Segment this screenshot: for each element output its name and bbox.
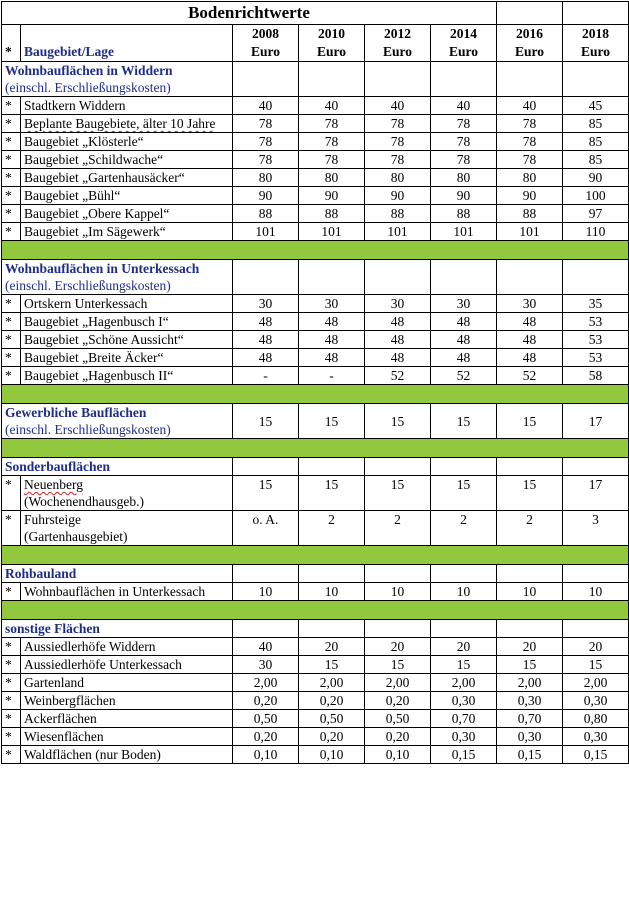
star-cell: * [2,638,21,656]
value-cell: 2,00 [431,674,497,692]
header-row [2,25,629,62]
value-cell: 40 [365,97,431,115]
table-row [2,169,629,187]
value-cell: 88 [497,205,563,223]
value-cell: 30 [365,295,431,313]
header-year-2008: 2008 Euro [233,25,299,62]
value-cell: 0,20 [299,692,365,710]
row-name: Baugebiet „Hagenbusch I“ [21,313,233,331]
value-cell: 2,00 [365,674,431,692]
value-cell: 20 [299,638,365,656]
section-header-unterkessach [2,260,629,295]
table-cell [233,62,299,97]
value-cell: 90 [497,187,563,205]
value-cell: 48 [299,313,365,331]
table-cell [431,620,497,638]
table-cell [431,458,497,476]
value-cell: 10 [299,583,365,601]
value-cell: 20 [431,638,497,656]
value-cell: 0,70 [497,710,563,728]
table-cell [365,458,431,476]
table-cell [299,62,365,97]
section-title-cell: Wohnbauflächen in Widdern (einschl. Erschließungskosten) [2,62,233,97]
value-cell: 0,20 [233,728,299,746]
value-cell: o. A. [233,511,299,546]
row-name: Baugebiet „Hagenbusch II“ [21,367,233,385]
star-cell: * [2,151,21,169]
value-cell: 10 [233,583,299,601]
value-cell: 17 [563,476,629,511]
separator-row [2,241,629,260]
separator-row [2,546,629,565]
section-title-cell: Wohnbauflächen in Unterkessach (einschl. Erschließungskosten) [2,260,233,295]
value-cell: 15 [497,476,563,511]
value-cell: 40 [233,638,299,656]
value-cell: 48 [431,349,497,367]
value-cell: 88 [365,205,431,223]
star-cell: * [2,169,21,187]
value-cell: 35 [563,295,629,313]
value-cell: 0,50 [299,710,365,728]
star-cell: * [2,692,21,710]
value-cell: 40 [497,97,563,115]
row-name: Aussiedlerhöfe Widdern [21,638,233,656]
value-cell: 101 [233,223,299,241]
value-cell: 0,50 [233,710,299,728]
table-row [2,656,629,674]
section-header-widdern [2,62,629,97]
row-name: Baugebiet „Klösterle“ [21,133,233,151]
value-cell: 52 [365,367,431,385]
table-row [2,367,629,385]
row-name: Wiesenflächen [21,728,233,746]
table-cell [233,458,299,476]
table-cell [365,620,431,638]
row-name: Weinbergflächen [21,692,233,710]
row-name: Fuhrsteige (Gartenhausgebiet) [21,511,233,546]
value-cell: 3 [563,511,629,546]
star-cell: * [2,187,21,205]
value-cell: 0,15 [431,746,497,764]
value-cell: 100 [563,187,629,205]
star-cell: * [2,746,21,764]
value-cell: 40 [299,97,365,115]
star-cell: * [2,331,21,349]
value-cell: 10 [365,583,431,601]
star-cell: * [2,313,21,331]
section-gewerbe [2,404,629,439]
value-cell: 0,15 [563,746,629,764]
value-cell: 2 [299,511,365,546]
star-cell: * [2,115,21,133]
table-cell [497,260,563,295]
row-name: Neuenberg (Wochenendhausgeb.) [21,476,233,511]
section-sonstige [2,620,629,638]
value-cell: 40 [233,97,299,115]
value-cell: 53 [563,331,629,349]
value-cell: 20 [497,638,563,656]
star-cell: * [2,349,21,367]
value-cell: 78 [497,133,563,151]
title-blank-cell [563,2,629,25]
value-cell: 85 [563,151,629,169]
row-name: Ortskern Unterkessach [21,295,233,313]
value-cell: 78 [365,133,431,151]
table-cell [563,620,629,638]
value-cell: 48 [233,313,299,331]
table-row [2,674,629,692]
value-cell: 48 [365,313,431,331]
value-cell: 48 [233,331,299,349]
value-cell: 0,30 [563,692,629,710]
value-cell: 90 [365,187,431,205]
value-cell: 15 [431,404,497,439]
section-title-cell: Rohbauland [2,565,233,583]
value-cell: 80 [497,169,563,187]
header-year-2014: 2014 Euro [431,25,497,62]
row-name: Beplante Baugebiete, älter 10 Jahre [21,115,233,133]
table-row [2,728,629,746]
value-cell: 85 [563,133,629,151]
value-cell: 20 [563,638,629,656]
table-row [2,97,629,115]
table-row [2,476,629,511]
value-cell: 97 [563,205,629,223]
value-cell: 90 [431,187,497,205]
value-cell: 48 [431,313,497,331]
table-cell [563,565,629,583]
value-cell: 48 [365,331,431,349]
value-cell: 78 [365,115,431,133]
value-cell: 30 [497,295,563,313]
value-cell: 0,30 [563,728,629,746]
title-row [2,2,629,25]
value-cell: 15 [563,656,629,674]
row-name: Ackerflächen [21,710,233,728]
value-cell: 0,30 [497,692,563,710]
value-cell: 0,20 [365,692,431,710]
star-cell: * [2,674,21,692]
section-title-cell: Gewerbliche Bauflächen (einschl. Erschließungskosten) [2,404,233,439]
row-name: Stadtkern Widdern [21,97,233,115]
header-year-2012: 2012 Euro [365,25,431,62]
value-cell: 30 [233,295,299,313]
value-cell: 53 [563,313,629,331]
value-cell: 80 [299,169,365,187]
star-cell: * [2,295,21,313]
value-cell: 80 [233,169,299,187]
value-cell: 2 [431,511,497,546]
value-cell: 78 [299,133,365,151]
star-cell: * [2,223,21,241]
value-cell: 88 [233,205,299,223]
value-cell: 0,15 [497,746,563,764]
row-name: Wohnbauflächen in Unterkessach [21,583,233,601]
title-blank-cell [497,2,563,25]
value-cell: 2 [365,511,431,546]
table-row [2,223,629,241]
value-cell: - [299,367,365,385]
value-cell: 30 [233,656,299,674]
value-cell: 0,10 [365,746,431,764]
value-cell: 52 [431,367,497,385]
value-cell: 0,30 [431,692,497,710]
section-title-cell: Sonderbauflächen [2,458,233,476]
table-row [2,511,629,546]
value-cell: 30 [299,295,365,313]
value-cell: 0,80 [563,710,629,728]
value-cell: 48 [431,331,497,349]
value-cell: 0,20 [365,728,431,746]
table-cell [365,565,431,583]
table-cell [233,260,299,295]
value-cell: 17 [563,404,629,439]
value-cell: 78 [497,115,563,133]
value-cell: 80 [365,169,431,187]
table-row [2,313,629,331]
value-cell: 45 [563,97,629,115]
table-cell [497,62,563,97]
header-year-2010: 2010 Euro [299,25,365,62]
table-cell [365,260,431,295]
value-cell: 15 [299,476,365,511]
table-cell [497,458,563,476]
separator-row [2,601,629,620]
section-sonder [2,458,629,476]
table-row [2,133,629,151]
table-row [2,710,629,728]
star-cell: * [2,583,21,601]
star-cell: * [2,656,21,674]
table-cell [2,439,629,458]
value-cell: 15 [431,656,497,674]
table-cell [497,565,563,583]
table-row [2,295,629,313]
star-cell: * [2,476,21,511]
header-year-2016: 2016 Euro [497,25,563,62]
star-cell: * [2,710,21,728]
value-cell: 78 [233,151,299,169]
value-cell: 90 [563,169,629,187]
star-cell: * [2,367,21,385]
value-cell: 15 [299,656,365,674]
value-cell: 15 [365,404,431,439]
value-cell: 48 [365,349,431,367]
row-name: Waldflächen (nur Boden) [21,746,233,764]
table-cell [299,458,365,476]
table-row [2,349,629,367]
value-cell: 20 [365,638,431,656]
table-cell [233,620,299,638]
header-year-2018: 2018 Euro [563,25,629,62]
value-cell: 2,00 [497,674,563,692]
value-cell: 90 [299,187,365,205]
value-cell: 78 [431,151,497,169]
separator-row [2,439,629,458]
section-title-cell: sonstige Flächen [2,620,233,638]
table-row [2,187,629,205]
row-name: Baugebiet „Schöne Aussicht“ [21,331,233,349]
row-name: Baugebiet „Gartenhausäcker“ [21,169,233,187]
value-cell: 15 [299,404,365,439]
value-cell: 0,70 [431,710,497,728]
value-cell: 78 [233,115,299,133]
value-cell: 0,20 [299,728,365,746]
table-cell [2,385,629,404]
table-title: Bodenrichtwerte [2,2,497,25]
value-cell: 15 [365,476,431,511]
value-cell: 2 [497,511,563,546]
table-row [2,638,629,656]
value-cell: 15 [233,404,299,439]
table-row [2,205,629,223]
value-cell: 80 [431,169,497,187]
table-cell [431,565,497,583]
value-cell: 48 [497,313,563,331]
table-cell [2,601,629,620]
value-cell: 101 [497,223,563,241]
table-cell [563,260,629,295]
value-cell: 78 [299,115,365,133]
value-cell: 48 [497,331,563,349]
row-name: Baugebiet „Breite Äcker“ [21,349,233,367]
table-cell [2,546,629,565]
table-row [2,692,629,710]
value-cell: 88 [431,205,497,223]
value-cell: 15 [233,476,299,511]
value-cell: 85 [563,115,629,133]
row-name: Baugebiet „Obere Kappel“ [21,205,233,223]
separator-row [2,385,629,404]
value-cell: 10 [431,583,497,601]
header-star: * [2,25,21,62]
table-cell [563,458,629,476]
value-cell: 2,00 [233,674,299,692]
table-cell [299,620,365,638]
value-cell: 30 [431,295,497,313]
table-row [2,151,629,169]
value-cell: 15 [431,476,497,511]
row-name: Baugebiet „Im Sägewerk“ [21,223,233,241]
value-cell: 10 [497,583,563,601]
value-cell: 90 [233,187,299,205]
header-lage: Baugebiet/Lage [21,25,233,62]
value-cell: 15 [497,656,563,674]
table-cell [431,62,497,97]
table-cell [563,62,629,97]
star-cell: * [2,133,21,151]
table-row [2,583,629,601]
bodenrichtwerte-table [1,1,629,764]
value-cell: 0,10 [233,746,299,764]
value-cell: 78 [365,151,431,169]
value-cell: 58 [563,367,629,385]
value-cell: 52 [497,367,563,385]
value-cell: 78 [431,133,497,151]
value-cell: 53 [563,349,629,367]
table-cell [365,62,431,97]
star-cell: * [2,728,21,746]
star-cell: * [2,97,21,115]
value-cell: 78 [497,151,563,169]
value-cell: 2,00 [299,674,365,692]
value-cell: 48 [299,349,365,367]
table-cell [299,260,365,295]
value-cell: 78 [431,115,497,133]
value-cell: 0,20 [233,692,299,710]
table-row [2,115,629,133]
section-rohbau [2,565,629,583]
value-cell: 48 [233,349,299,367]
value-cell: 15 [365,656,431,674]
table-cell [431,260,497,295]
value-cell: 101 [365,223,431,241]
row-name: Baugebiet „Bühl“ [21,187,233,205]
value-cell: 48 [299,331,365,349]
value-cell: - [233,367,299,385]
value-cell: 0,50 [365,710,431,728]
star-cell: * [2,511,21,546]
star-cell: * [2,205,21,223]
value-cell: 10 [563,583,629,601]
table-row [2,746,629,764]
value-cell: 48 [497,349,563,367]
value-cell: 88 [299,205,365,223]
value-cell: 0,30 [431,728,497,746]
table-row [2,331,629,349]
value-cell: 15 [497,404,563,439]
value-cell: 2,00 [563,674,629,692]
value-cell: 0,10 [299,746,365,764]
value-cell: 78 [299,151,365,169]
value-cell: 101 [299,223,365,241]
value-cell: 78 [233,133,299,151]
table-cell [497,620,563,638]
table-cell [2,241,629,260]
row-name: Baugebiet „Schildwache“ [21,151,233,169]
value-cell: 0,30 [497,728,563,746]
table-cell [233,565,299,583]
value-cell: 40 [431,97,497,115]
value-cell: 101 [431,223,497,241]
table-cell [299,565,365,583]
row-name: Aussiedlerhöfe Unterkessach [21,656,233,674]
value-cell: 110 [563,223,629,241]
row-name: Gartenland [21,674,233,692]
